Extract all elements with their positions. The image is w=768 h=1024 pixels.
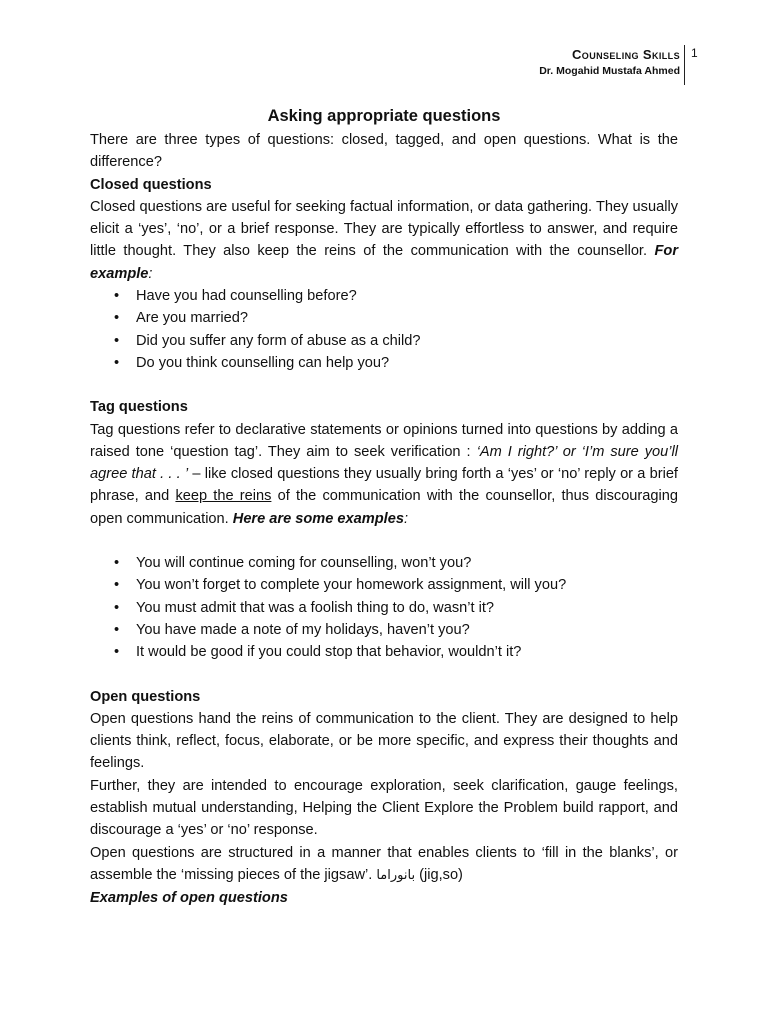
arabic-word: بانوراما: [376, 867, 416, 883]
tag-body-1: Tag questions refer to declarative statements or opinions turned into questions by adding a raised tone ‘question tag’. They aim to seek verification :: [90, 421, 678, 460]
open-paragraph-1: Open questions hand the reins of communication to the client. They are designed to help clients think, reflect, focus, elaborate, or be more specific, and express their thoughts and feelings.: [90, 710, 678, 772]
list-item: • You have made a note of my holidays, haven’t you?: [90, 619, 678, 641]
list-item: • You must admit that was a foolish thing to do, wasn’t it?: [90, 597, 678, 619]
tag-quote: ‘Am I right?’ or ‘I’m sure you’ll agree that . . . ’: [90, 443, 679, 483]
open-questions-heading: Open questions: [90, 688, 201, 705]
for-example-label: For example: [90, 243, 678, 282]
header-divider: [684, 45, 685, 85]
header-author: Dr. Mogahid Mustafa Ahmed: [539, 65, 680, 77]
spacer: [90, 664, 678, 686]
list-item: • You won’t forget to complete your homework assignment, will you?: [90, 574, 678, 596]
tag-questions-heading: Tag questions: [90, 399, 188, 416]
closed-questions-paragraph: [90, 196, 678, 285]
closed-questions-heading: Closed questions: [90, 176, 212, 193]
closed-questions-list: [90, 285, 678, 374]
tag-questions-paragraph: [90, 419, 678, 530]
open-body-3-end: (jig,so): [415, 866, 463, 883]
open-examples-heading: [90, 887, 678, 909]
header-title: Counseling Skills: [572, 47, 680, 62]
open-examples-label: Examples of open questions: [90, 890, 288, 907]
tag-questions-list: [90, 552, 678, 663]
for-example-colon: :: [148, 265, 153, 282]
list-item: • You will continue coming for counselling, won’t you?: [90, 552, 678, 574]
spacer: [90, 374, 678, 396]
page-number: 1: [691, 46, 698, 60]
open-paragraph-2: Further, they are intended to encourage exploration, seek clarification, gauge feelings, establish mutual understanding, Helping the Client Explore the Problem build rapport, and discourage a ‘yes’ or ‘no’ response.: [90, 777, 678, 839]
intro-paragraph: There are three types of questions: closed, tagged, and open questions. What is the difference?: [90, 132, 678, 171]
list-item: • Do you think counselling can help you?: [90, 352, 678, 374]
list-item: • Are you married?: [90, 307, 678, 329]
page-title: Asking appropriate questions: [267, 107, 501, 125]
list-item: • Have you had counselling before?: [90, 285, 678, 307]
closed-body-text: Closed questions are useful for seeking factual information, or data gathering. They usually elicit a ‘yes’, ‘no’, or a brief response. They are typically effortless to answer, and require little thought. They also keep the reins of the communication with the counsellor.: [90, 198, 678, 260]
tag-body-3: of the communication with the counsellor, thus discouraging open communication.: [90, 488, 678, 527]
list-item: • It would be good if you could stop that behavior, wouldn’t it?: [90, 641, 678, 663]
document-body: [90, 104, 678, 910]
keep-the-reins-underlined: keep the reins: [175, 488, 272, 505]
list-item: • Did you suffer any form of abuse as a child?: [90, 330, 678, 352]
running-header: [539, 46, 680, 80]
tag-body-2: – like closed questions they usually bring forth a ‘yes’ or ‘no’ reply or a brief phrase, and: [90, 466, 678, 505]
spacer: [90, 530, 678, 552]
examples-colon: :: [403, 510, 409, 527]
open-paragraph-3: [90, 842, 678, 888]
examples-label: Here are some examples: [232, 510, 404, 527]
open-body-3: Open questions are structured in a manner that enables clients to ‘fill in the blanks’, or assemble the ‘missing pieces of the jigsaw’.: [90, 844, 678, 883]
